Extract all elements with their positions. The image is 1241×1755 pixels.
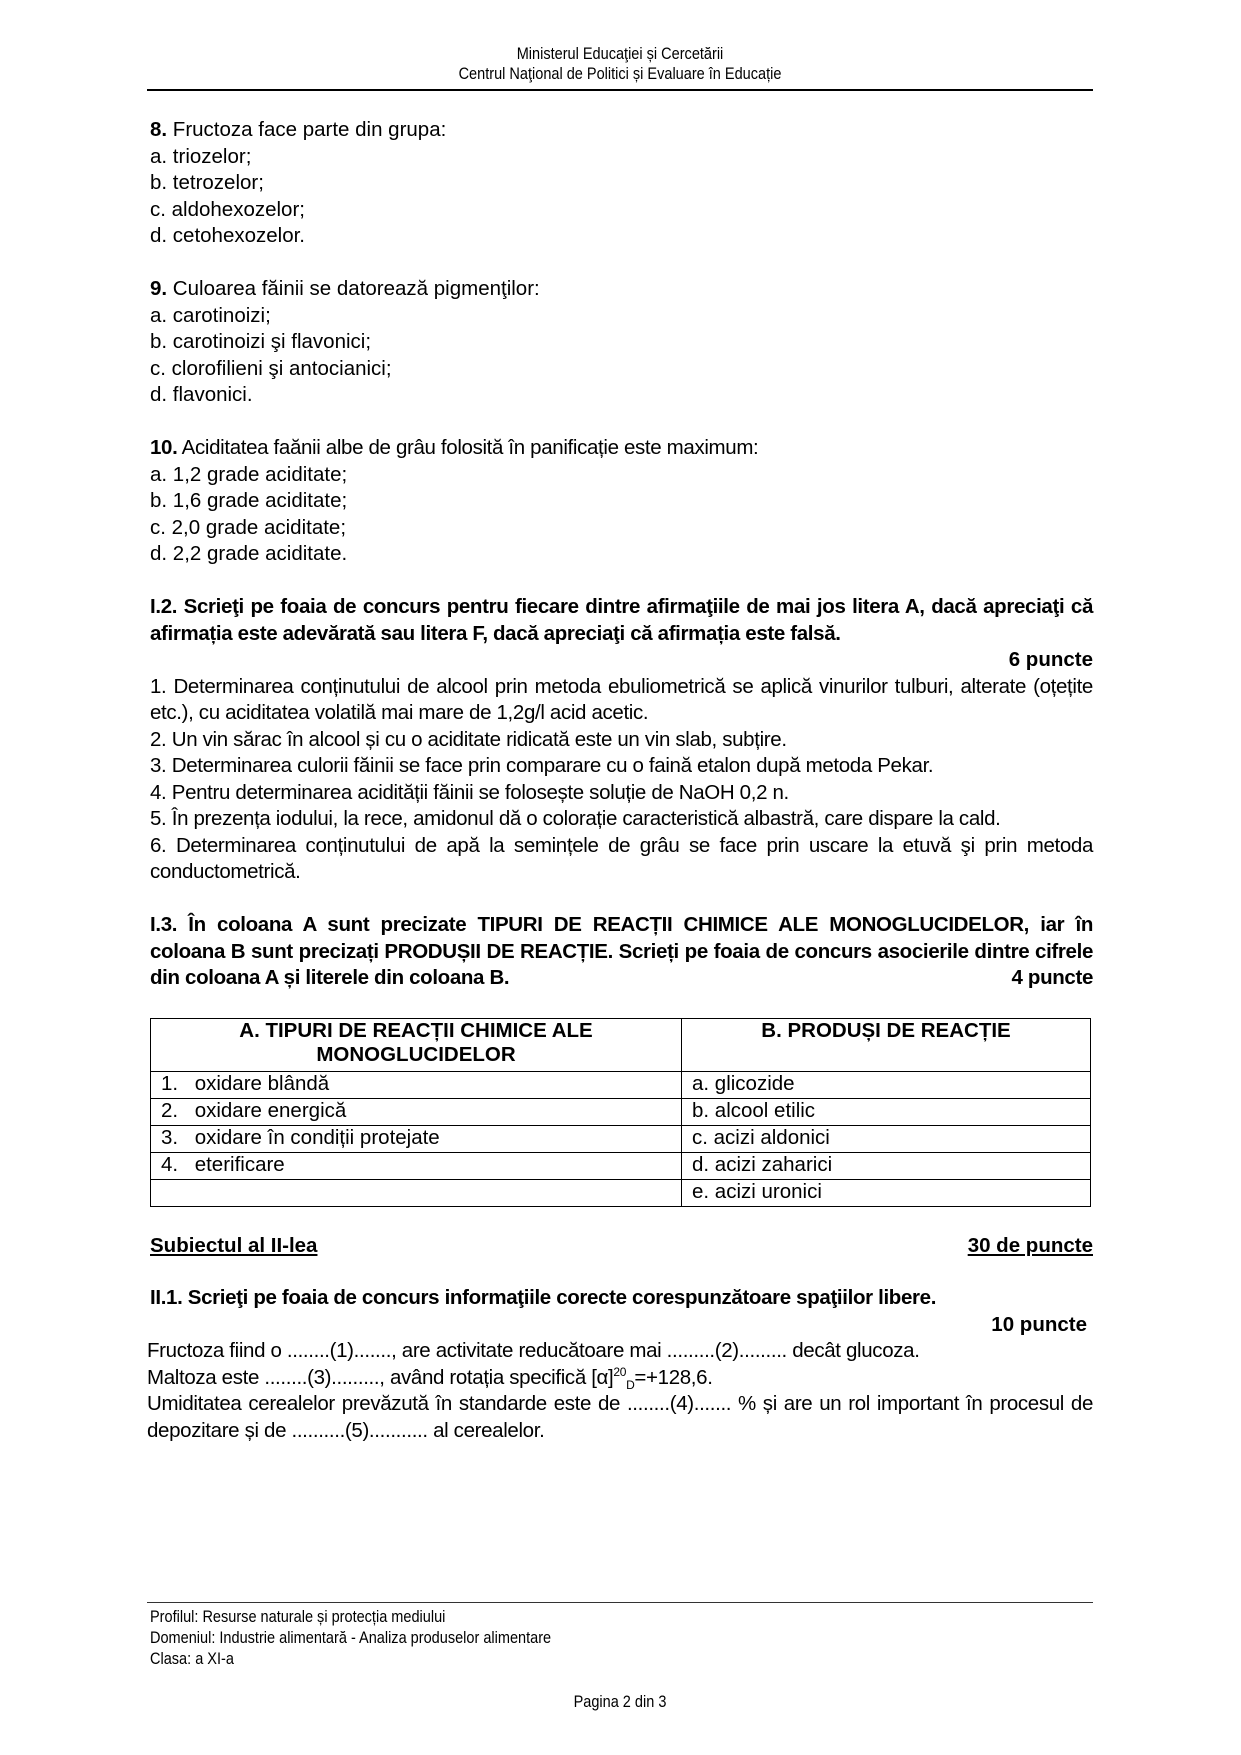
ministry-name: Ministerul Educaţiei și Cercetării <box>516 45 724 63</box>
column-b-header: B. PRODUȘI DE REACȚIE <box>682 1018 1091 1071</box>
statement: 6. Determinarea conținutului de apă la semințele de grâu se face prin uscare la etuvă şi prin metoda conductometrică. <box>150 833 1093 883</box>
option: b. carotinoizi şi flavonici; <box>150 330 372 353</box>
question-text: Aciditatea faănii albe de grâu folosită în panificație este maximum: <box>177 436 759 459</box>
question-8 <box>150 117 1093 250</box>
footer-divider <box>147 1602 1093 1603</box>
option: a. carotinoizi; <box>150 303 271 327</box>
section-ii1 <box>147 1285 1093 1444</box>
table-header-row <box>151 1018 1091 1071</box>
header-divider <box>147 89 1093 91</box>
footer-profile: Profilul: Resurse naturale și protecția mediului <box>150 1608 446 1626</box>
section-i3 <box>150 912 1093 1207</box>
question-text: Culoarea făinii se datorează pigmenţilor: <box>167 277 540 300</box>
section-instruction: II.1. Scrieţi pe foaia de concurs informaţiile corecte corespunzătoare spaţiilor libere. <box>150 1286 937 1309</box>
page-number: Pagina 2 din 3 <box>573 1693 667 1711</box>
question-number: 10. <box>150 436 178 459</box>
table-row <box>151 1125 1091 1152</box>
reaction-type: oxidare în condiții protejate <box>194 1125 440 1149</box>
option: c. 2,0 grade aciditate; <box>150 515 347 539</box>
statement: 4. Pentru determinarea acidității făinii se folosește soluție de NaOH 0,2 n. <box>150 780 789 804</box>
question-number: 9. <box>150 277 168 300</box>
section-instruction: I.2. Scrieţi pe foaia de concurs pentru fiecare dintre afirmaţiile de mai jos litera A, dacă apreciaţi că afirmația este adevărată sau litera F, dacă apreciaţi că afirmația este falsă. <box>150 595 1093 645</box>
option: b. tetrozelor; <box>150 171 264 194</box>
page-header <box>204 44 1036 84</box>
question-text: Fructoza face parte din grupa: <box>167 118 447 141</box>
reaction-type: oxidare blândă <box>194 1071 330 1095</box>
footer-class: Clasa: a XI-a <box>150 1650 234 1668</box>
table-row <box>151 1098 1091 1125</box>
reaction-type: eterificare <box>194 1152 285 1176</box>
question-9 <box>150 276 1093 409</box>
option: c. clorofilieni şi antocianici; <box>150 356 392 380</box>
option: c. aldohexozelor; <box>150 197 305 221</box>
association-table <box>150 1018 1091 1207</box>
section-points: 4 puncte <box>1011 966 1093 989</box>
temperature-superscript: 20 <box>613 1364 627 1379</box>
footer-domain: Domeniul: Industrie alimentară - Analiza produselor alimentare <box>150 1629 552 1647</box>
exam-content <box>147 117 1093 1444</box>
section-points: 10 puncte <box>991 1312 1087 1336</box>
question-number: 8. <box>150 118 168 141</box>
center-name: Centrul Naţional de Politici și Evaluare în Educație <box>458 65 782 83</box>
fill-in-line-1: Fructoza fiind o ........(1)......., are activitate reducătoare mai .........(2)......... decât glucoza. <box>147 1339 920 1362</box>
section-points: 6 puncte <box>1008 648 1093 671</box>
subject-ii-heading <box>150 1233 1093 1260</box>
option: a. 1,2 grade aciditate; <box>150 462 348 486</box>
reaction-product: a. glicozide <box>682 1071 1091 1098</box>
subject-title: Subiectul al II-lea <box>150 1233 318 1257</box>
section-i2 <box>150 594 1093 886</box>
option: d. 2,2 grade aciditate. <box>150 542 348 565</box>
question-10 <box>150 435 1093 568</box>
table-row <box>151 1179 1091 1206</box>
reaction-number: 1. <box>161 1071 179 1095</box>
subject-points: 30 de puncte <box>967 1233 1093 1257</box>
reaction-number: 2. <box>161 1098 179 1122</box>
statement: 5. În prezența iodului, la rece, amidonul dă o colorație caracteristică albastră, care dispare la cald. <box>150 807 1001 830</box>
table-row <box>151 1152 1091 1179</box>
option: a. triozelor; <box>150 144 252 168</box>
section-instruction: I.3. În coloana A sunt precizate TIPURI DE REACȚII CHIMICE ALE MONOGLUCIDELOR, iar în coloana B sunt precizați PRODUȘII DE REACȚIE. Scrieți pe foaia de concurs asocierile dintre cifrele din coloana A și literele din coloana B. <box>150 913 1093 989</box>
reaction-product: c. acizi aldonici <box>682 1125 1091 1152</box>
reaction-product: e. acizi uronici <box>682 1179 1091 1206</box>
statement: 2. Un vin sărac în alcool și cu o aciditate ridicată este un vin slab, subțire. <box>150 727 787 751</box>
table-row <box>151 1071 1091 1098</box>
reaction-product: d. acizi zaharici <box>682 1152 1091 1179</box>
reaction-number: 3. <box>161 1125 179 1149</box>
sodium-d-line-subscript: D <box>626 1377 635 1392</box>
option: d. cetohexozelor. <box>150 224 305 247</box>
column-a-header: A. TIPURI DE REACȚII CHIMICE ALE MONOGLUCIDELOR <box>151 1018 682 1071</box>
fill-in-line-2: Maltoza este ........(3)........., având rotația specifică $[\alpha]^{20}_D=+128,6$. <box>147 1364 713 1392</box>
option: b. 1,6 grade aciditate; <box>150 489 348 512</box>
fill-in-line-3: Umiditatea cerealelor prevăzută în standarde este de ........(4)....... % și are un rol important în procesul de depozitare și de ..........(5)........... al cerealelor. <box>147 1392 1093 1442</box>
option: d. flavonici. <box>150 383 253 406</box>
reaction-type: oxidare energică <box>194 1098 347 1122</box>
statement: 1. Determinarea conținutului de alcool prin metoda ebuliometrică se aplică vinurilor tulburi, alterate (oțețite etc.), cu aciditatea volatilă mai mare de 1,2g/l acid acetic. <box>150 674 1093 724</box>
reaction-number: 4. <box>161 1152 179 1176</box>
statement: 3. Determinarea culorii făinii se face prin comparare cu o faină etalon după metoda Pekar. <box>150 754 934 777</box>
page-footer <box>150 1607 551 1670</box>
reaction-product: b. alcool etilic <box>682 1098 1091 1125</box>
